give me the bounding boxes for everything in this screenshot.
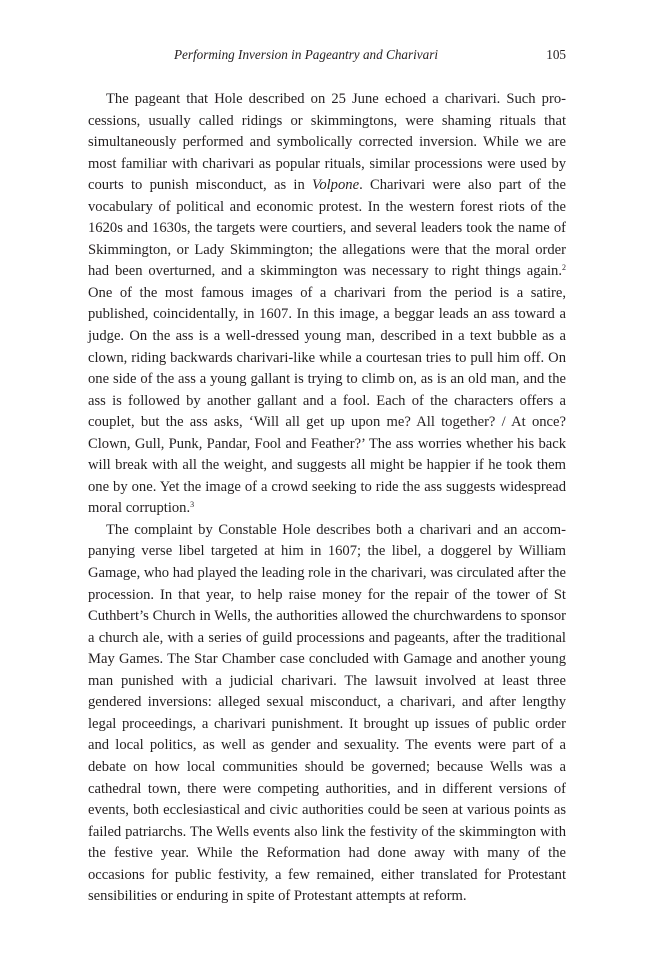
body-text <box>88 89 566 908</box>
page-number: 105 <box>546 47 566 62</box>
paragraph-2: The complaint by Constable Hole describes both a charivari and an accompanying verse libel targeted at him in 1607; the libel, a doggerel by William Gamage, who had played the leading role in the charivari, was circulated after the procession. In that year, to help raise money for the repair of the tower of St Cuthbert’s Church in Wells, the authorities allowed the churchwardens to sponsor a church ale, with a series of guild processions and pageants, after the traditional May Games. The Star Chamber case concluded with Gamage and another young man punished with a judicial charivari. The lawsuit involved at least three gendered inversions: alleged sexual misconduct, a charivari, and after lengthy legal proceedings, a charivari punishment. It brought up issues of public order and local politics, as well as gender and sexuality. The events were part of a debate on how local communities should be governed; because Wells was a cathedral town, there were competing authorities, and in different versions of events, both ecclesiastical and civic authorities could be seen at various points as failed patriarchs. The Wells events also link the festivity of the skimmington with the festive year. While the Reformation had done away with many of the occasions for public festivity, a few remained, either translated for Protestant sensibilities or enduring in spite of Protestant attempts at reform. <box>88 521 566 905</box>
paragraph-1-text-c: One of the most famous images of a charivari from the period is a satire, published, coincidentally, in 1607. In this image, a beggar leads an ass toward a judge. On the ass is a well-dressed young man, described in a text bubble as a clown, riding backwards charivari-like while a courtesan tries to pull him off. On one side of the ass a young gallant is trying to climb on, as is an old man, and the ass is followed by another gallant and a fool. Each of the characters offers a couplet, but the ass asks, ‘Will all get up upon me? All together? / At once? Clown, Gull, Punk, Pandar, Fool and Feather?’ The ass worries whether his back will break with all the weight, and suggests all might be happier if he took them one by one. Yet the image of a crowd seeking to ride the ass suggests widespread moral corruption. <box>88 284 566 517</box>
footnote-ref-2[interactable]: 2 <box>562 263 566 273</box>
paragraph-1 <box>88 89 566 520</box>
paragraph-1-text-a: The pageant that Hole described on 25 June echoed a charivari. Such processions, usually called ridings or skimmingtons, were shaming rituals that simultaneously performed and symbolically corrected inversion. While we are most familiar with charivari as popular rituals, similar processions were used by courts to punish misconduct, as in <box>88 91 566 194</box>
running-head <box>88 45 566 65</box>
running-head-title: Performing Inversion in Pageantry and Charivari <box>173 47 439 62</box>
paragraph-1-text-b: . Charivari were also part of the vocabulary of political and economic protest. In the western forest riots of the 1620s and 1630s, the targets were courtiers, and several leaders took the name of Skimmington, or Lady Skimmington; the allegations were that the moral order had been overturned, and a skimmington was necessary to right things again. <box>88 177 566 280</box>
footnote-ref-3[interactable]: 3 <box>190 500 195 510</box>
italic-title-volpone: Volpone <box>312 177 360 194</box>
